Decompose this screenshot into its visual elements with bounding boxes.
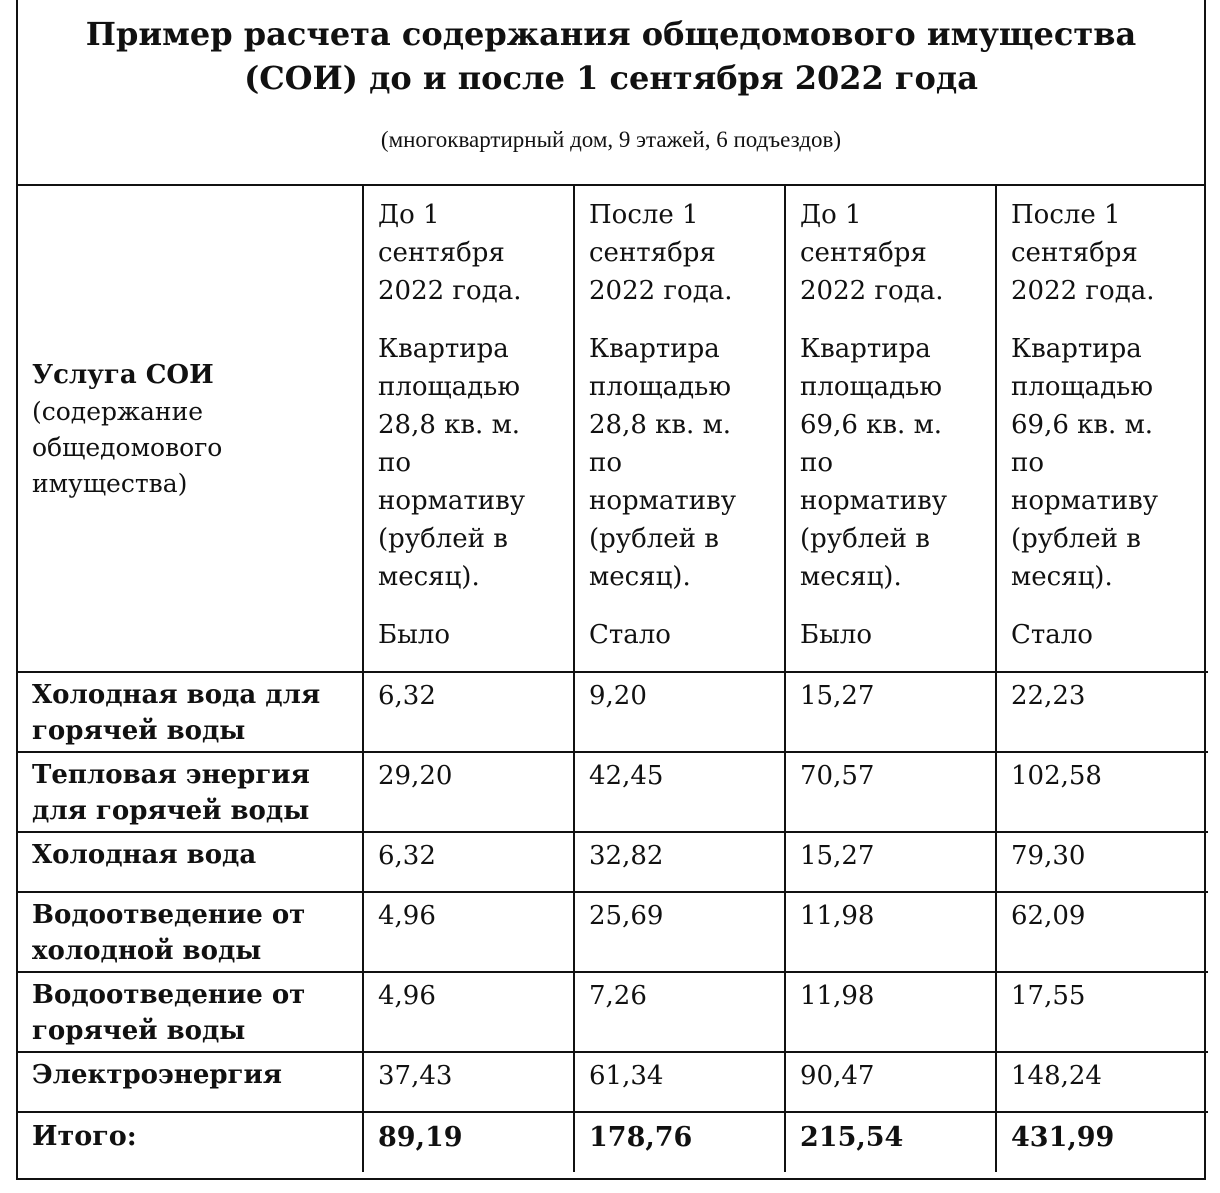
table-row xyxy=(18,832,1208,892)
table-cell: 102,58 xyxy=(996,752,1208,832)
column-period: До 1 сентября 2022 года. xyxy=(800,200,944,306)
column-header xyxy=(785,186,996,672)
row-label: Водоотведение от холодной воды xyxy=(18,892,363,972)
table-cell: 37,43 xyxy=(363,1052,574,1112)
column-header xyxy=(574,186,785,672)
column-header xyxy=(363,186,574,672)
title-line-1: Пример расчета содержания общедомового имущества xyxy=(85,15,1137,53)
table-row xyxy=(18,672,1208,752)
column-header xyxy=(996,186,1208,672)
column-description: Квартира площадью 28,8 кв. м. по нормативу (рублей в месяц). xyxy=(378,334,525,592)
document xyxy=(16,0,1206,1180)
table-cell: 17,55 xyxy=(996,972,1208,1052)
service-column-header xyxy=(18,186,363,672)
table-cell: 4,96 xyxy=(363,972,574,1052)
column-state: Стало xyxy=(589,620,671,650)
table-cell: 148,24 xyxy=(996,1052,1208,1112)
table-cell: 22,23 xyxy=(996,672,1208,752)
column-state: Было xyxy=(800,620,872,650)
table-cell: 29,20 xyxy=(363,752,574,832)
total-cell: 215,54 xyxy=(785,1112,996,1172)
total-cell: 431,99 xyxy=(996,1112,1208,1172)
title-line-2: (СОИ) до и после 1 сентября 2022 года xyxy=(244,59,978,97)
table-row xyxy=(18,1052,1208,1112)
column-description: Квартира площадью 69,6 кв. м. по нормативу (рублей в месяц). xyxy=(1011,334,1158,592)
subtitle: (многоквартирный дом, 9 этажей, 6 подъездов) xyxy=(380,127,842,152)
column-period: После 1 сентября 2022 года. xyxy=(1011,200,1155,306)
table-cell: 42,45 xyxy=(574,752,785,832)
total-row xyxy=(18,1112,1208,1172)
table-row xyxy=(18,892,1208,972)
table-cell: 62,09 xyxy=(996,892,1208,972)
table-cell: 11,98 xyxy=(785,892,996,972)
table-row xyxy=(18,972,1208,1052)
column-state: Стало xyxy=(1011,620,1093,650)
table-cell: 79,30 xyxy=(996,832,1208,892)
total-label: Итого: xyxy=(18,1112,363,1172)
row-label: Электроэнергия xyxy=(18,1052,363,1112)
header-row xyxy=(18,186,1208,672)
column-description: Квартира площадью 69,6 кв. м. по нормативу (рублей в месяц). xyxy=(800,334,947,592)
total-cell: 89,19 xyxy=(363,1112,574,1172)
tariff-table xyxy=(18,186,1208,1172)
table-cell: 70,57 xyxy=(785,752,996,832)
row-label: Холодная вода xyxy=(18,832,363,892)
total-cell: 178,76 xyxy=(574,1112,785,1172)
column-description: Квартира площадью 28,8 кв. м. по нормативу (рублей в месяц). xyxy=(589,334,736,592)
column-period: После 1 сентября 2022 года. xyxy=(589,200,733,306)
table-cell: 90,47 xyxy=(785,1052,996,1112)
table-cell: 6,32 xyxy=(363,672,574,752)
table-cell: 32,82 xyxy=(574,832,785,892)
row-label: Водоотведение от горячей воды xyxy=(18,972,363,1052)
document-header xyxy=(18,0,1204,186)
row-label: Холодная вода для горячей воды xyxy=(18,672,363,752)
table-cell: 61,34 xyxy=(574,1052,785,1112)
table-row xyxy=(18,752,1208,832)
page-title xyxy=(18,12,1204,100)
table-cell: 15,27 xyxy=(785,832,996,892)
service-header-title: Услуга СОИ xyxy=(32,359,214,390)
row-label: Тепловая энергия для горячей воды xyxy=(18,752,363,832)
table-cell: 7,26 xyxy=(574,972,785,1052)
table-cell: 25,69 xyxy=(574,892,785,972)
column-period: До 1 сентября 2022 года. xyxy=(378,200,522,306)
table-cell: 9,20 xyxy=(574,672,785,752)
column-state: Было xyxy=(378,620,450,650)
table-cell: 4,96 xyxy=(363,892,574,972)
table-cell: 6,32 xyxy=(363,832,574,892)
table-cell: 15,27 xyxy=(785,672,996,752)
service-header-note: (содержание общедомового имущества) xyxy=(32,396,223,498)
table-cell: 11,98 xyxy=(785,972,996,1052)
